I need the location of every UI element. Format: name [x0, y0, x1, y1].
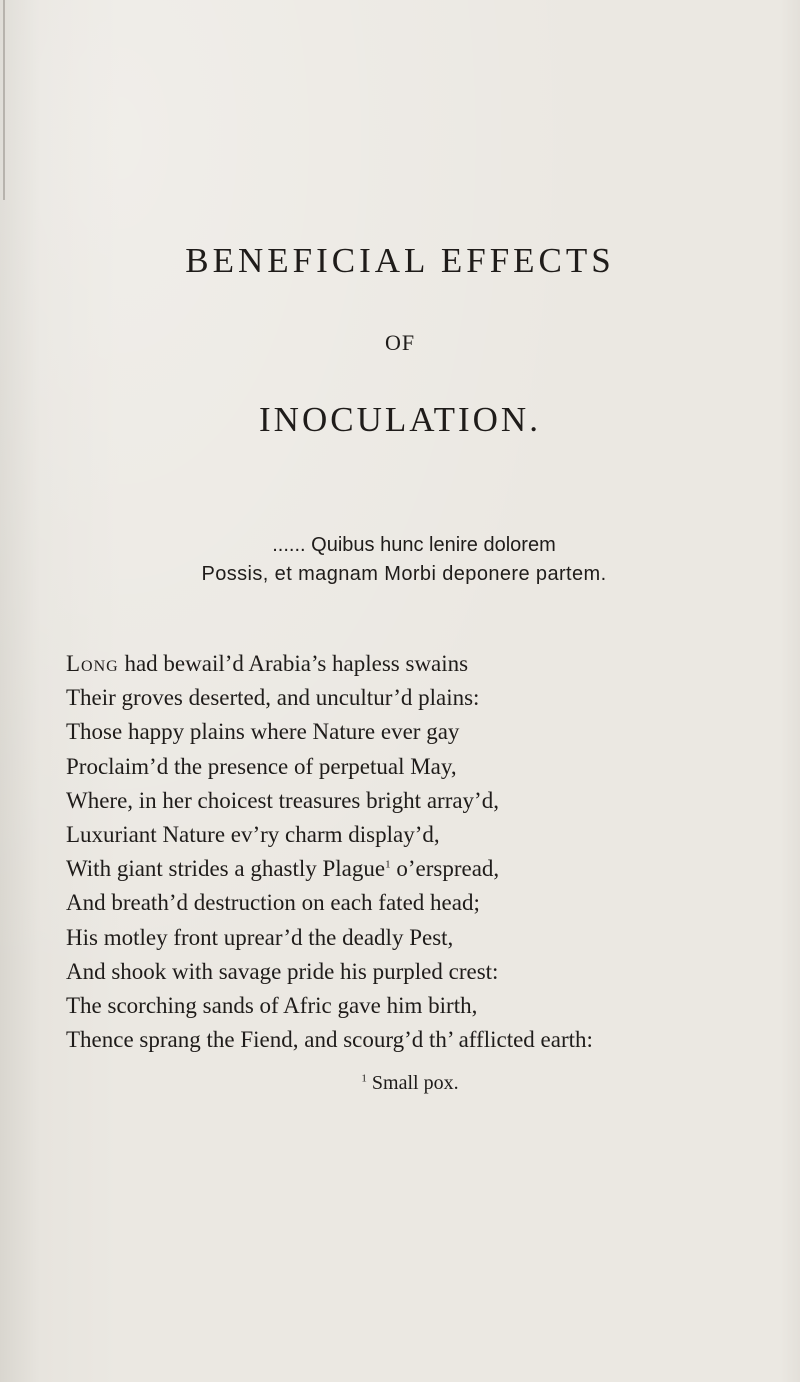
page-subtitle: INOCULATION. — [259, 400, 541, 439]
verse-line-1-text: had bewail’d Arabia’s hapless swains — [118, 651, 469, 676]
verse-line-6: Luxuriant Nature ev’ry charm display’d, — [66, 821, 440, 847]
verse-line-9: His motley front uprear’d the deadly Pest, — [66, 924, 454, 950]
footnote-text: Small pox. — [366, 1072, 459, 1094]
verse-line-7-text: With giant strides a ghastly Plague — [66, 856, 386, 882]
verse-line-2: Their groves deserted, and uncultur’d plains: — [66, 685, 480, 711]
verse-line-7-end: o’erspread, — [390, 856, 500, 882]
verse-line-3: Those happy plains where Nature ever gay — [66, 719, 460, 745]
verse-line-10: And shook with savage pride his purpled crest: — [66, 958, 499, 984]
opening-word: Long — [66, 651, 119, 676]
epigraph-line-2: Possis, et magnam Morbi deponere partem. — [201, 563, 607, 585]
verse-line-5: Where, in her choicest treasures bright array’d, — [66, 787, 499, 813]
poem-body — [66, 647, 800, 1057]
verse-line-11: The scorching sands of Afric gave him birth, — [66, 992, 478, 1018]
verse-line-12: Thence sprang the Fiend, and scourg’d th’ afflicted earth: — [66, 1027, 593, 1053]
footnote-marker: 1 — [361, 1072, 367, 1085]
epigraph-line-1: ...... Quibus hunc lenire dolorem — [272, 534, 556, 556]
binding-edge — [3, 0, 5, 200]
verse-line-1 — [66, 647, 800, 681]
title-connector: OF — [384, 330, 416, 355]
verse-line-8: And breath’d destruction on each fated head; — [66, 890, 480, 916]
page-title: BENEFICIAL EFFECTS — [185, 241, 615, 280]
footnote-reference: 1 — [385, 858, 391, 871]
verse-line-4: Proclaim’d the presence of perpetual May, — [66, 753, 457, 779]
verse-line-7 — [66, 852, 800, 886]
footnote — [0, 1072, 800, 1095]
